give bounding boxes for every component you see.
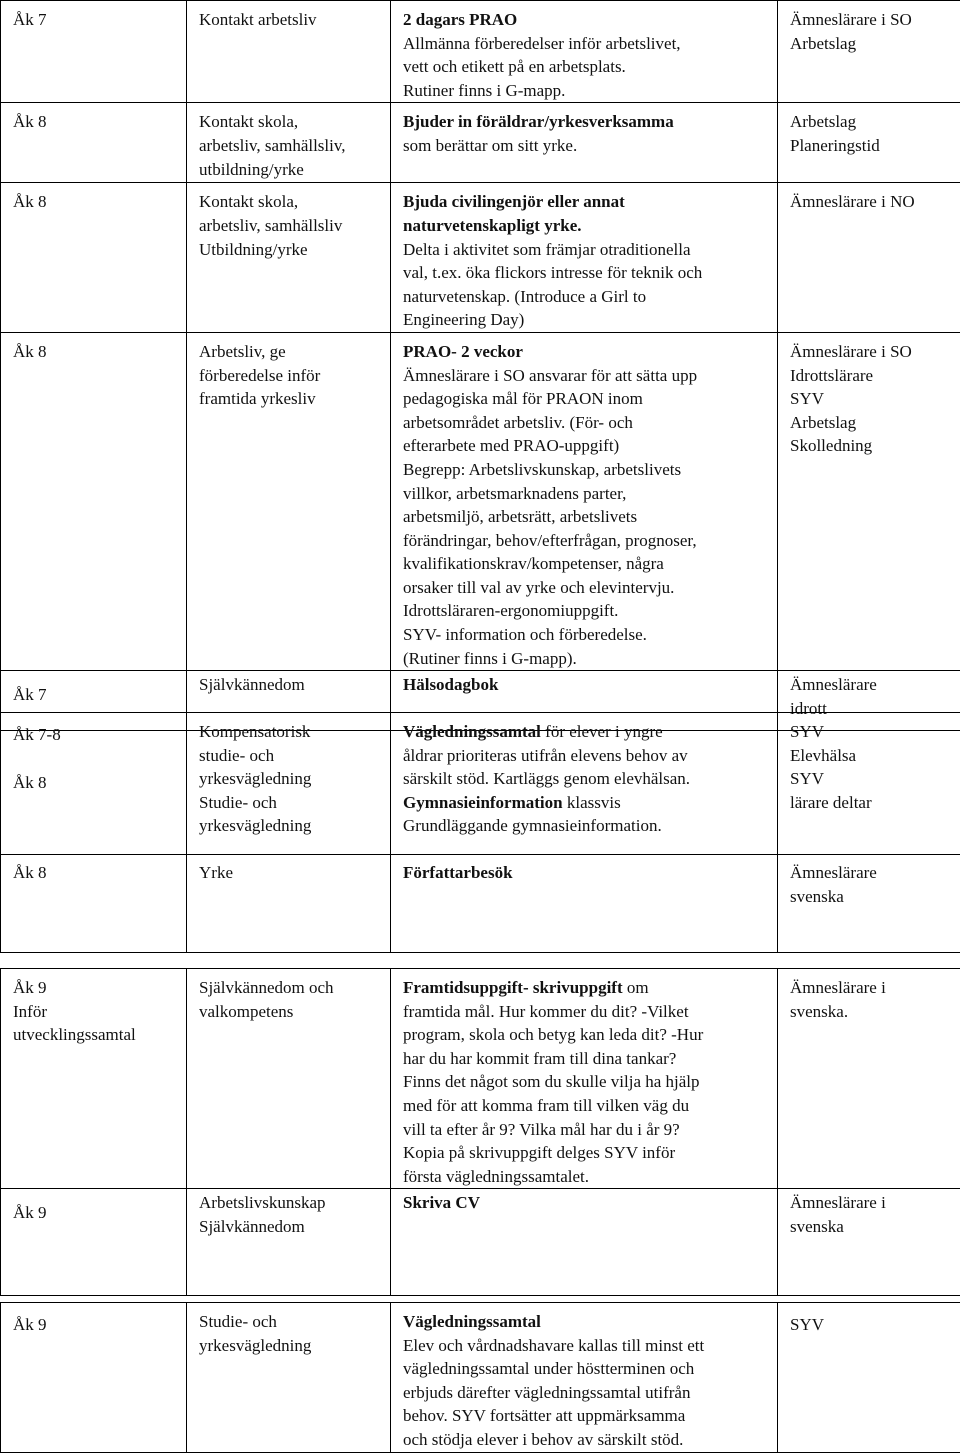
area-cell (187, 1189, 391, 1296)
table-block-guidance-talks (0, 1302, 960, 1453)
area-line: valkompetens (199, 1000, 386, 1024)
responsible-line: Ämneslärare i (790, 1191, 956, 1215)
area-line: Studie- och (199, 1310, 386, 1334)
area-cell (187, 854, 391, 952)
area-line: Arbetsliv, ge (199, 340, 386, 364)
activity-line: som berättar om sitt yrke. (403, 134, 773, 158)
responsible-line: Arbetslag (790, 32, 956, 56)
area-line: förberedelse inför (199, 364, 386, 388)
year-cell (1, 969, 187, 1189)
responsible-cell (778, 854, 960, 952)
area-line: Självkännedom och (199, 976, 386, 1000)
area-cell (187, 713, 391, 855)
activity-line: kvalifikationskrav/kompetenser, några (403, 552, 773, 576)
responsible-cell (778, 183, 960, 333)
responsible-line: Ämneslärare i NO (790, 190, 956, 214)
activity-line: vägledningssamtal under höstterminen och (403, 1357, 773, 1381)
responsible-line: SYV (790, 1313, 956, 1337)
activity-line: Elev och vårdnadshavare kallas till minst ett (403, 1334, 773, 1358)
activity-line: behov. SYV fortsätter att uppmärksamma (403, 1404, 773, 1428)
area-line: Utbildning/yrke (199, 238, 386, 262)
area-line: utbildning/yrke (199, 158, 386, 182)
activity-title: Vägledningssamtal (403, 1310, 773, 1334)
activity-cell (391, 1189, 778, 1296)
activity-line: förändringar, behov/efterfrågan, prognoser, (403, 529, 773, 553)
year-cell (1, 1189, 187, 1296)
area-cell (187, 969, 391, 1189)
responsible-cell (778, 1, 960, 103)
responsible-line: svenska (790, 1215, 956, 1239)
year-cell (1, 183, 187, 333)
activity-cell (391, 103, 778, 183)
year-label: Åk 8 (13, 340, 182, 364)
activity-line: erbjuds därefter vägledningssamtal utifrån (403, 1381, 773, 1405)
responsible-line: Arbetslag (790, 411, 956, 435)
activity-line: åldrar prioriteras utifrån elevens behov av (403, 744, 773, 768)
area-line: yrkesvägledning (199, 1334, 386, 1358)
activity-line: Idrottsläraren-ergonomiuppgift. (403, 599, 773, 623)
activity-line: Ämneslärare i SO ansvarar för att sätta upp (403, 364, 773, 388)
activity-line: framtida mål. Hur kommer du dit? -Vilket (403, 1000, 773, 1024)
area-line: Självkännedom (199, 673, 386, 697)
table-block-guidance (0, 712, 960, 855)
area-cell (187, 332, 391, 670)
responsible-line: Elevhälsa (790, 744, 956, 768)
table-row (1, 854, 960, 952)
responsible-cell (778, 1189, 960, 1296)
area-cell (187, 1303, 391, 1453)
year-label: Åk 9 (13, 1201, 182, 1225)
year-label: Inför (13, 1000, 182, 1024)
activity-line: Finns det något som du skulle vilja ha hjälp (403, 1070, 773, 1094)
area-cell (187, 1, 391, 103)
activity-line: arbetsmiljö, arbetsrätt, arbetslivets (403, 505, 773, 529)
activity-text: om (623, 978, 649, 997)
activity-line: och stödja elever i behov av särskilt stöd. (403, 1428, 773, 1452)
activity-title: Bjuda civilingenjör eller annat (403, 190, 773, 214)
activity-line: första vägledningssamtalet. (403, 1165, 773, 1189)
activity-line: Engineering Day) (403, 308, 773, 332)
activity-line (403, 791, 773, 815)
year-cell (1, 1, 187, 103)
year-label: Åk 8 (13, 771, 182, 795)
spacer (13, 747, 182, 763)
table-block-author-visit (0, 854, 960, 953)
activity-line: Grundläggande gymnasieinformation. (403, 814, 773, 838)
activity-title: naturvetenskapligt yrke. (403, 214, 773, 238)
responsible-line: SYV (790, 720, 956, 744)
table-block-year9 (0, 968, 960, 1296)
responsible-line: Ämneslärare i SO (790, 8, 956, 32)
activity-line: villkor, arbetsmarknadens parter, (403, 482, 773, 506)
area-line: Kompensatorisk (199, 720, 386, 744)
responsible-line: Ämneslärare (790, 861, 956, 885)
activity-cell (391, 1, 778, 103)
activity-line: vill ta efter år 9? Vilka mål har du i år 9? (403, 1118, 773, 1142)
area-line: Kontakt arbetsliv (199, 8, 386, 32)
activity-title: Gymnasieinformation (403, 793, 563, 812)
activity-text: för elever i yngre (541, 722, 663, 741)
activity-line: Rutiner finns i G-mapp. (403, 79, 773, 103)
year-cell (1, 103, 187, 183)
year-label: Åk 8 (13, 110, 182, 134)
activity-cell (391, 332, 778, 670)
responsible-line: Skolledning (790, 434, 956, 458)
year-label: Åk 8 (13, 861, 182, 885)
year-label: Åk 7 (13, 8, 182, 32)
responsible-line: SYV (790, 767, 956, 791)
activity-cell (391, 1303, 778, 1453)
table-row (1, 332, 960, 670)
responsible-line: Ämneslärare (790, 673, 956, 697)
activity-line (403, 976, 773, 1000)
activity-title: Skriva CV (403, 1191, 773, 1215)
area-line: Självkännedom (199, 1215, 386, 1239)
responsible-cell (778, 332, 960, 670)
activity-line: (Rutiner finns i G-mapp). (403, 647, 773, 671)
activity-line: Begrepp: Arbetslivskunskap, arbetslivets (403, 458, 773, 482)
activity-line: med för att komma fram till vilken väg du (403, 1094, 773, 1118)
table-row (1, 1, 960, 103)
area-line: studie- och (199, 744, 386, 768)
area-line: Kontakt skola, (199, 110, 386, 134)
activity-title: 2 dagars PRAO (403, 8, 773, 32)
area-line: yrkesvägledning (199, 767, 386, 791)
year-label: utvecklingssamtal (13, 1023, 182, 1047)
responsible-cell (778, 1303, 960, 1453)
activity-line: SYV- information och förberedelse. (403, 623, 773, 647)
activity-cell (391, 713, 778, 855)
activity-line: efterarbete med PRAO-uppgift) (403, 434, 773, 458)
activity-title: Bjuder in föräldrar/yrkesverksamma (403, 110, 773, 134)
area-line: Studie- och (199, 791, 386, 815)
responsible-line: Arbetslag (790, 110, 956, 134)
area-line: framtida yrkesliv (199, 387, 386, 411)
area-line: Kontakt skola, (199, 190, 386, 214)
responsible-line: svenska (790, 885, 956, 909)
activity-line: Delta i aktivitet som främjar otraditionella (403, 238, 773, 262)
activity-line: pedagogiska mål för PRAON inom (403, 387, 773, 411)
table-row (1, 1303, 960, 1453)
responsible-line: idrott (790, 697, 956, 721)
activity-text: klassvis (563, 793, 621, 812)
activity-cell (391, 183, 778, 333)
activity-line: program, skola och betyg kan leda dit? -Hur (403, 1023, 773, 1047)
activity-cell (391, 854, 778, 952)
activity-title: Vägledningssamtal (403, 722, 541, 741)
year-cell (1, 713, 187, 855)
activity-title: Hälsodagbok (403, 673, 773, 697)
responsible-line: svenska. (790, 1000, 956, 1024)
responsible-line: Ämneslärare i SO (790, 340, 956, 364)
year-cell (1, 332, 187, 670)
responsible-line: SYV (790, 387, 956, 411)
year-label: Åk 9 (13, 976, 182, 1000)
activity-line: har du har kommit fram till dina tankar? (403, 1047, 773, 1071)
activity-line: Kopia på skrivuppgift delges SYV inför (403, 1141, 773, 1165)
area-cell (187, 103, 391, 183)
area-line: Yrke (199, 861, 386, 885)
activity-title: PRAO- 2 veckor (403, 340, 773, 364)
activity-line: naturvetenskap. (Introduce a Girl to (403, 285, 773, 309)
responsible-line: Planeringstid (790, 134, 956, 158)
year-cell (1, 1303, 187, 1453)
area-line: arbetsliv, samhällsliv (199, 214, 386, 238)
responsible-line: Ämneslärare i (790, 976, 956, 1000)
area-cell (187, 183, 391, 333)
table-row (1, 969, 960, 1189)
activity-line (403, 720, 773, 744)
responsible-line: Idrottslärare (790, 364, 956, 388)
activity-line: vett och etikett på en arbetsplats. (403, 55, 773, 79)
year-label: Åk 7 (13, 683, 182, 707)
responsible-cell (778, 103, 960, 183)
year-label: Åk 8 (13, 190, 182, 214)
activity-line: orsaker till val av yrke och elevintervju. (403, 576, 773, 600)
activity-line: särskilt stöd. Kartläggs genom elevhälsan. (403, 767, 773, 791)
area-line: yrkesvägledning (199, 814, 386, 838)
responsible-line: lärare deltar (790, 791, 956, 815)
activity-title: Framtidsuppgift- skrivuppgift (403, 978, 623, 997)
responsible-cell (778, 969, 960, 1189)
activity-line: Allmänna förberedelser inför arbetslivet, (403, 32, 773, 56)
activity-title: Författarbesök (403, 861, 773, 885)
table-row (1, 183, 960, 333)
area-line: Arbetslivskunskap (199, 1191, 386, 1215)
year-label: Åk 9 (13, 1313, 182, 1337)
activity-line: arbetsområdet arbetsliv. (För- och (403, 411, 773, 435)
activity-cell (391, 969, 778, 1189)
activity-line: val, t.ex. öka flickors intresse för teknik och (403, 261, 773, 285)
year-label: Åk 7-8 (13, 723, 182, 747)
table-row (1, 713, 960, 855)
table-row (1, 1189, 960, 1296)
year-cell (1, 854, 187, 952)
area-line: arbetsliv, samhällsliv, (199, 134, 386, 158)
responsible-cell (778, 713, 960, 855)
table-row (1, 103, 960, 183)
